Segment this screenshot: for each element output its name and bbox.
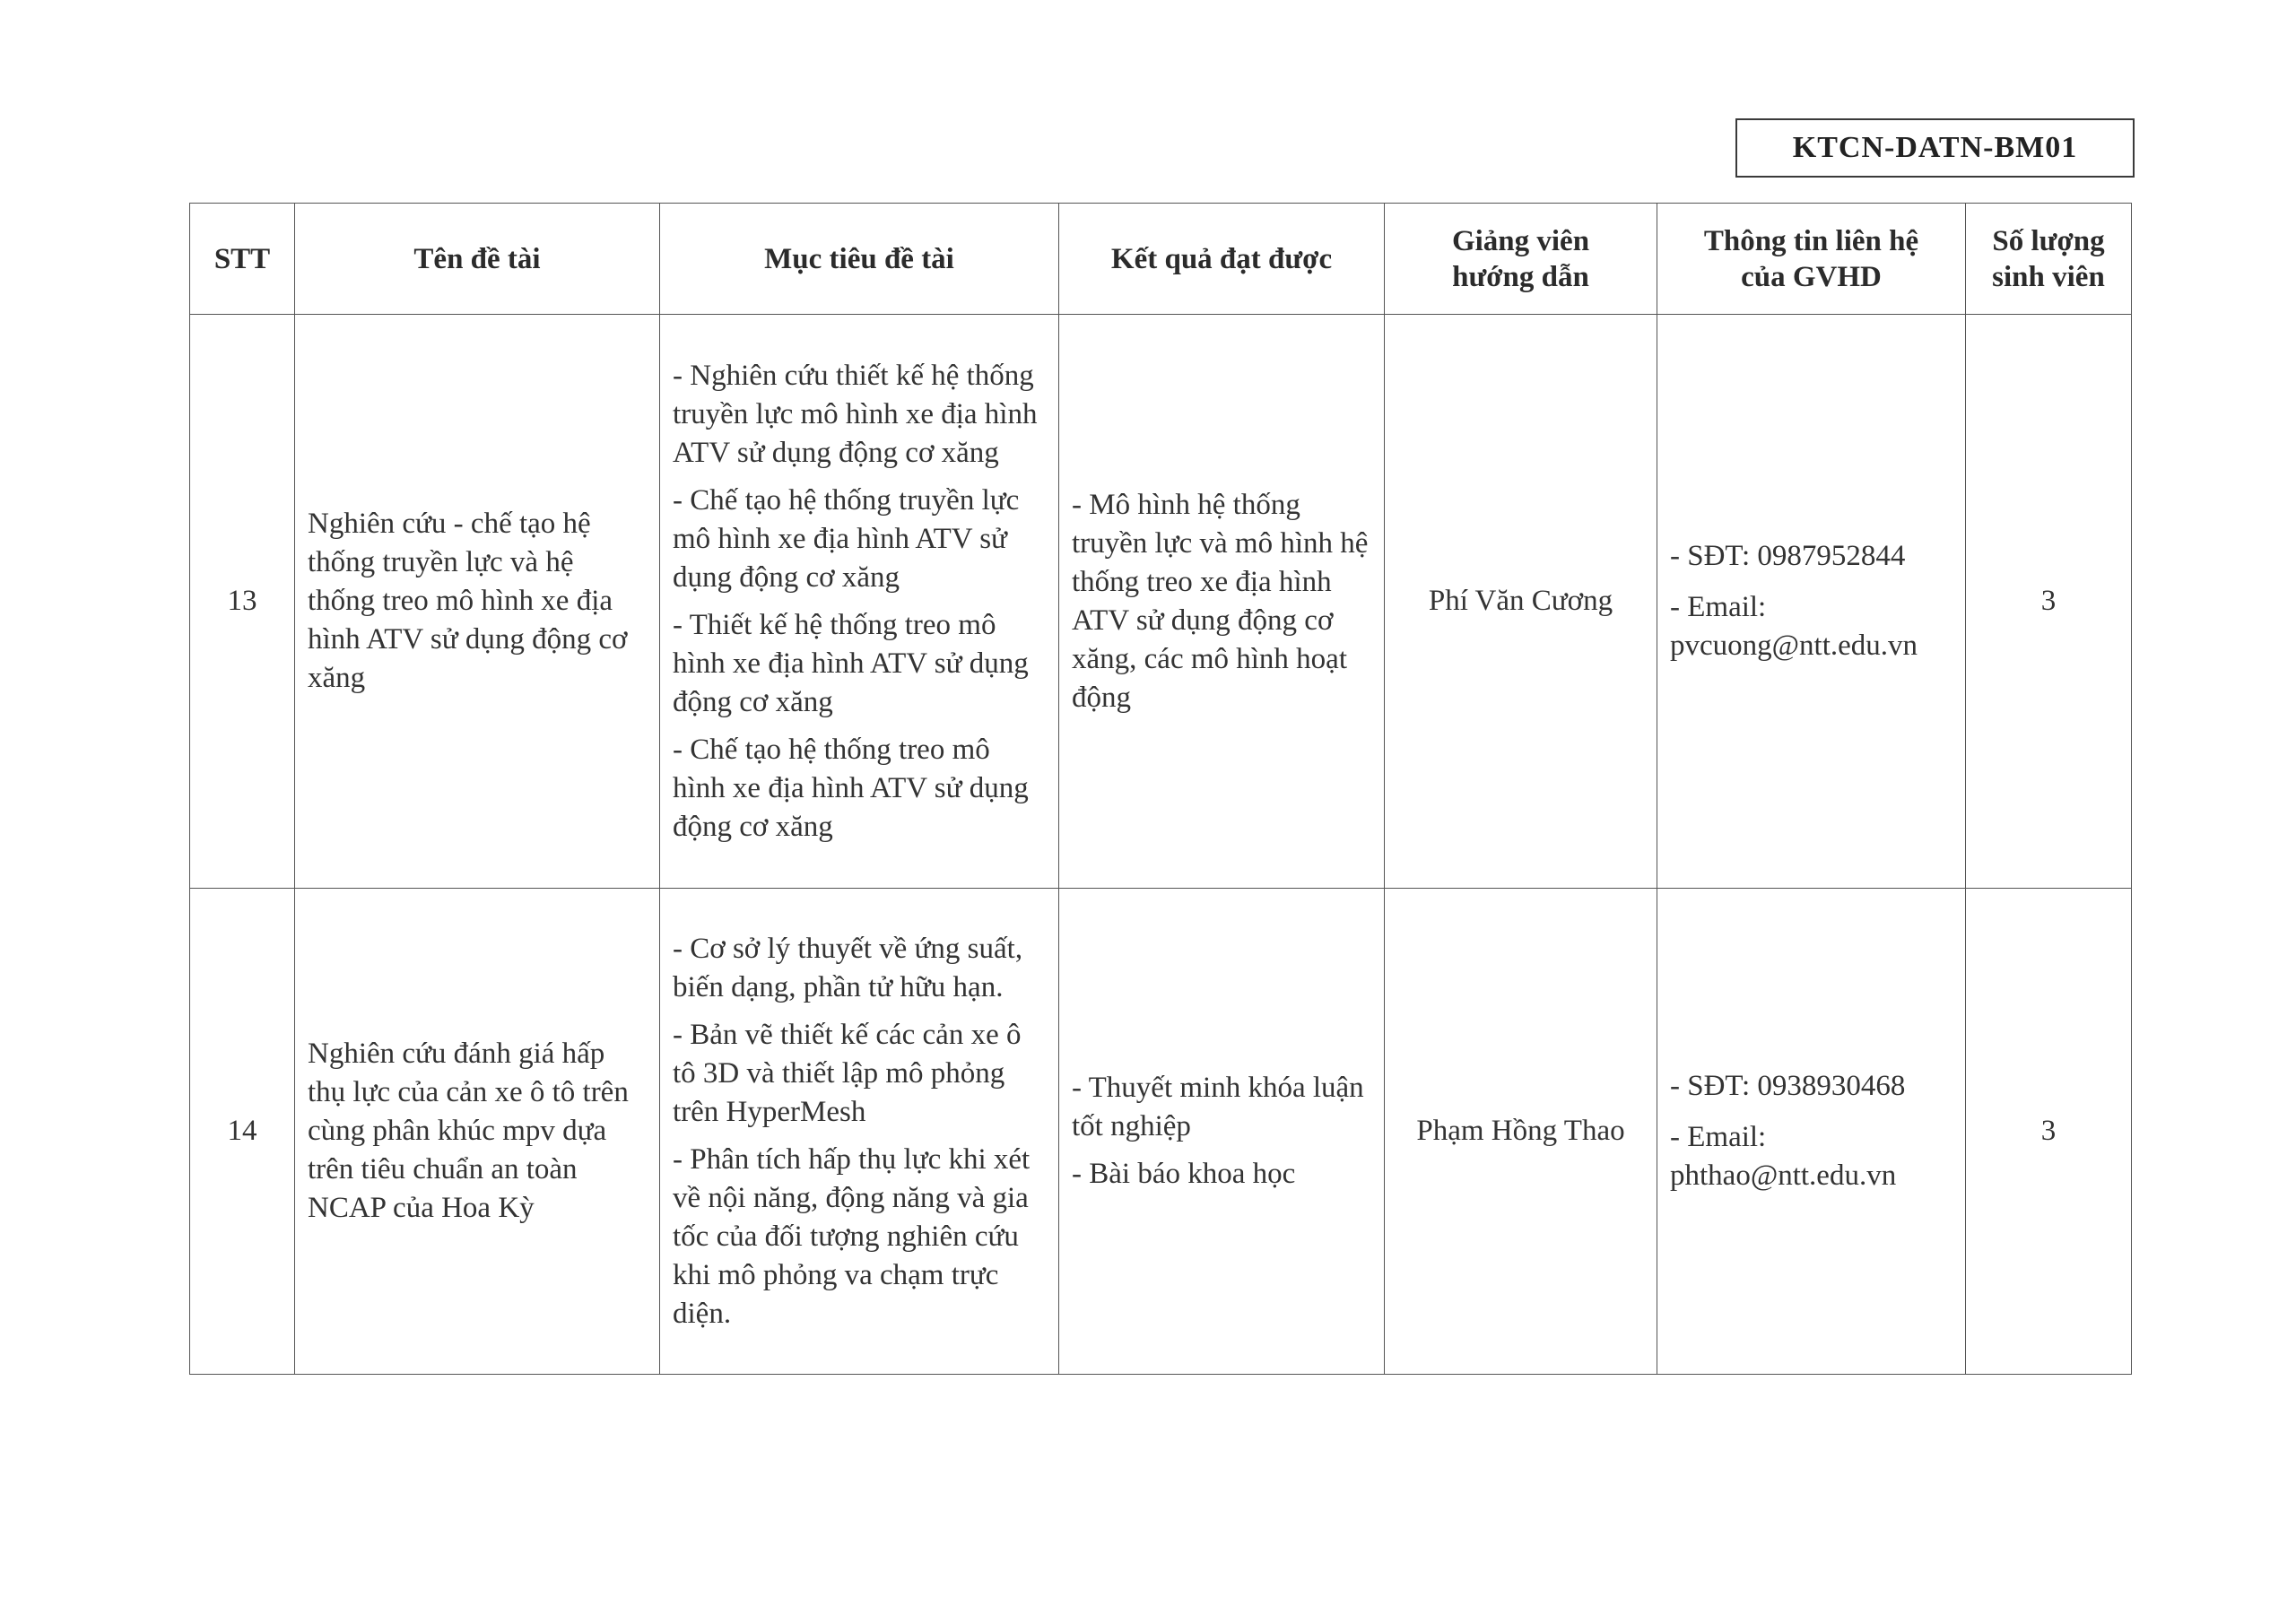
table-row: [190, 315, 2132, 889]
cell-topic: Nghiên cứu - chế tạo hệ thống truyền lực và hệ thống treo mô hình xe địa hình ATV sử dụng động cơ xăng: [295, 315, 660, 889]
cell-objectives: [660, 889, 1059, 1375]
header-students: [1966, 204, 2132, 315]
cell-objectives: [660, 315, 1059, 889]
header-stt: STT: [190, 204, 295, 315]
contact-phone: - SĐT: 0938930468: [1670, 1070, 1906, 1102]
result-item: - Bài báo khoa học: [1072, 1158, 1296, 1190]
header-students-line-2: sinh viên: [1992, 260, 2105, 293]
objective-item: - Chế tạo hệ thống treo mô hình xe địa hình ATV sử dụng động cơ xăng: [673, 733, 1029, 843]
thesis-topics-table: [189, 203, 2132, 1375]
cell-supervisor: Phí Văn Cương: [1385, 315, 1657, 889]
cell-stt: 13: [190, 315, 295, 889]
result-item: - Thuyết minh khóa luận tốt nghiệp: [1072, 1072, 1364, 1142]
cell-contact: [1657, 315, 1966, 889]
result-item: - Mô hình hệ thống truyền lực và mô hình hệ thống treo xe địa hình ATV sử dụng động cơ xăng, các mô hình hoạt động: [1072, 488, 1369, 714]
objective-item: - Chế tạo hệ thống truyền lực mô hình xe địa hình ATV sử dụng động cơ xăng: [673, 483, 1020, 594]
header-supervisor-line-1: Giảng viên: [1451, 224, 1590, 257]
header-supervisor: [1385, 204, 1657, 315]
header-results: Kết quả đạt được: [1059, 204, 1385, 315]
cell-results: [1059, 315, 1385, 889]
cell-stt: 14: [190, 889, 295, 1375]
contact-email-label: - Email:: [1670, 1121, 1767, 1153]
cell-results: [1059, 889, 1385, 1375]
header-students-line-1: Số lượng: [1992, 224, 2105, 257]
header-objectives: Mục tiêu đề tài: [660, 204, 1059, 315]
contact-email-label: - Email:: [1670, 591, 1767, 623]
form-code-label: KTCN-DATN-BM01: [1735, 118, 2135, 178]
objective-item: - Thiết kế hệ thống treo mô hình xe địa hình ATV sử dụng động cơ xăng: [673, 608, 1029, 718]
objective-item: - Phân tích hấp thụ lực khi xét về nội năng, động năng và gia tốc của đối tượng nghiên cứu khi mô phỏng va chạm trực diện.: [673, 1142, 1031, 1330]
objective-item: - Bản vẽ thiết kế các cản xe ô tô 3D và thiết lập mô phỏng trên HyperMesh: [673, 1018, 1022, 1128]
header-contact-line-1: Thông tin liên hệ: [1703, 224, 1919, 257]
contact-phone: - SĐT: 0987952844: [1670, 540, 1906, 572]
contact-email: phthao@ntt.edu.vn: [1670, 1159, 1897, 1192]
table-row: [190, 889, 2132, 1375]
objective-item: - Cơ sở lý thuyết về ứng suất, biến dạng, phần tử hữu hạn.: [673, 932, 1023, 1003]
contact-email: pvcuong@ntt.edu.vn: [1670, 630, 1918, 662]
header-supervisor-line-2: hướng dẫn: [1452, 260, 1589, 293]
objective-item: - Nghiên cứu thiết kế hệ thống truyền lực mô hình xe địa hình ATV sử dụng động cơ xăng: [673, 359, 1038, 469]
header-contact: [1657, 204, 1966, 315]
cell-supervisor: Phạm Hồng Thao: [1385, 889, 1657, 1375]
cell-contact: [1657, 889, 1966, 1375]
table-header-row: [190, 204, 2132, 315]
header-topic: Tên đề tài: [295, 204, 660, 315]
cell-students: 3: [1966, 315, 2132, 889]
header-contact-line-2: của GVHD: [1741, 260, 1882, 293]
cell-topic: Nghiên cứu đánh giá hấp thụ lực của cản xe ô tô trên cùng phân khúc mpv dựa trên tiêu chuẩn an toàn NCAP của Hoa Kỳ: [295, 889, 660, 1375]
cell-students: 3: [1966, 889, 2132, 1375]
